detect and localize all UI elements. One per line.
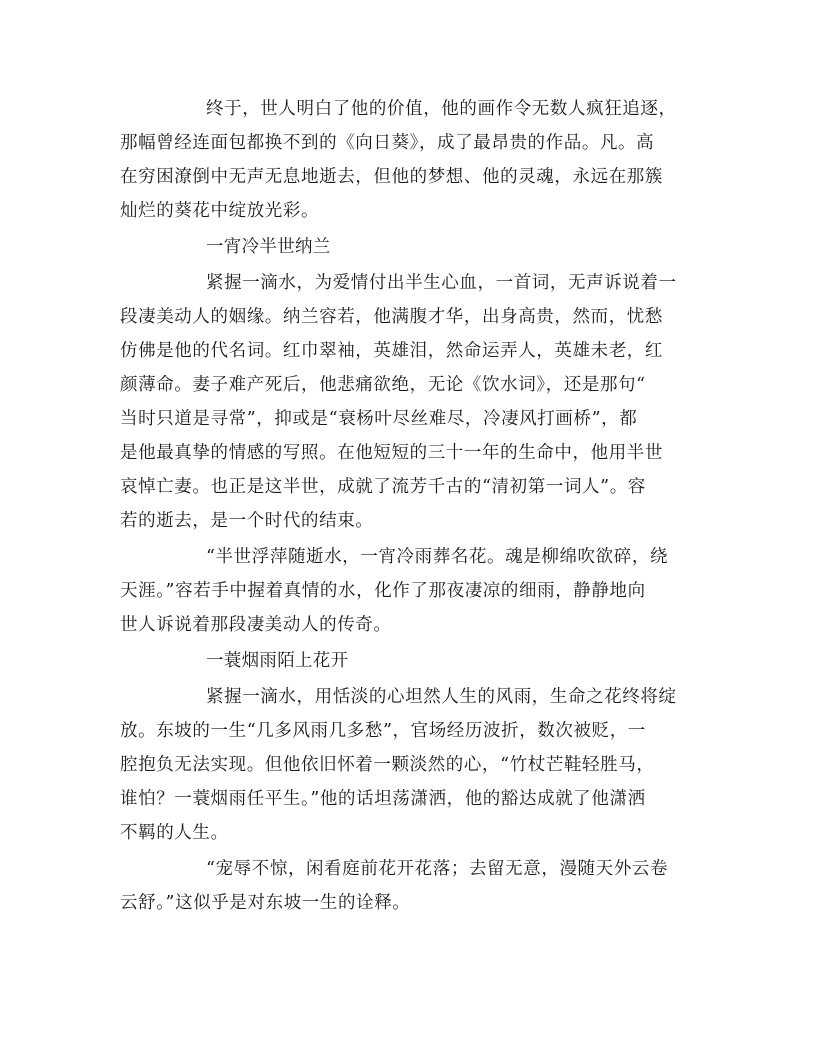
text-line: [0, 334, 816, 368]
line-text: 腔抱负无法实现。但他依旧怀着一颗淡然的心，“竹杖芒鞋轻胜马，: [120, 755, 655, 775]
line-text: 天涯。”容若手中握着真情的水，化作了那夜凄凉的细雨，静静地向: [120, 581, 646, 601]
line-text: 放。东坡的一生“几多风雨几多愁”，官场经历波折，数次被贬，一: [120, 721, 646, 741]
text-line: [0, 852, 816, 886]
text-line: [0, 782, 816, 816]
section-heading: [0, 644, 816, 678]
text-line: [0, 470, 816, 504]
line-text: 云舒。”这似乎是对东坡一生的诠释。: [120, 893, 411, 913]
line-text: 在穷困潦倒中无声无息地逝去，但他的梦想、他的灵魂，永远在那簇: [120, 167, 663, 187]
line-text: 是他最真挚的情感的写照。在他短短的三十一年的生命中，他用半世: [120, 443, 663, 463]
text-line: [0, 436, 816, 470]
text-line: [0, 540, 816, 574]
line-text: 灿烂的葵花中绽放光彩。: [120, 201, 320, 221]
text-line: [0, 266, 816, 300]
line-text: 不羁的人生。: [120, 823, 229, 843]
line-text: 当时只道是寻常”，抑或是“衰杨叶尽丝难尽，冷凄风打画桥”，都: [120, 409, 638, 429]
line-text: 紧握一滴水，为爱情付出半生心血，一首词，无声诉说着一: [206, 273, 677, 293]
line-text: 仿佛是他的代名词。红巾翠袖，英雄泪，然命运弄人，英雄未老，红: [120, 341, 663, 361]
text-line: [0, 748, 816, 782]
line-text: 那幅曾经连面包都换不到的《向日葵》，成了最昂贵的作品。凡。高: [120, 133, 655, 153]
text-line: [0, 92, 816, 126]
line-text: 若的逝去，是一个时代的结束。: [120, 511, 374, 531]
text-line: [0, 126, 816, 160]
line-text: 紧握一滴水，用恬淡的心坦然人生的风雨，生命之花终将绽: [206, 687, 677, 707]
text-line: [0, 300, 816, 334]
text-line: [0, 608, 816, 642]
line-text: 谁怕？一蓑烟雨任平生。”他的话坦荡潇洒，他的豁达成就了他潇洒: [120, 789, 646, 809]
line-text: 世人诉说着那段凄美动人的传奇。: [120, 615, 392, 635]
line-text: 段凄美动人的姻缘。纳兰容若，他满腹才华，出身高贵，然而，忧愁: [120, 307, 663, 327]
text-line: [0, 680, 816, 714]
text-line: [0, 886, 816, 920]
text-line: [0, 160, 816, 194]
line-text: “半世浮萍随逝水，一宵冷雨葬名花。魂是柳绵吹欲碎，绕: [206, 547, 669, 567]
line-text: 哀悼亡妻。也正是这半世，成就了流芳千古的“清初第一词人”。容: [120, 477, 646, 497]
text-line: [0, 574, 816, 608]
text-line: [0, 368, 816, 402]
line-text: “宠辱不惊，闲看庭前花开花落；去留无意，漫随天外云卷: [206, 859, 669, 879]
line-text: 颜薄命。妻子难产死后，他悲痛欲绝，无论《饮水词》，还是那句“: [120, 375, 646, 395]
heading-text: 一宵冷半世纳兰: [206, 237, 331, 257]
text-line: [0, 402, 816, 436]
heading-text: 一蓑烟雨陌上花开: [206, 651, 349, 671]
text-line: [0, 504, 816, 538]
text-line: [0, 816, 816, 850]
text-line: [0, 194, 816, 228]
line-text: 终于，世人明白了他的价值，他的画作令无数人疯狂追逐，: [206, 99, 677, 119]
text-line: [0, 714, 816, 748]
section-heading: [0, 230, 816, 264]
